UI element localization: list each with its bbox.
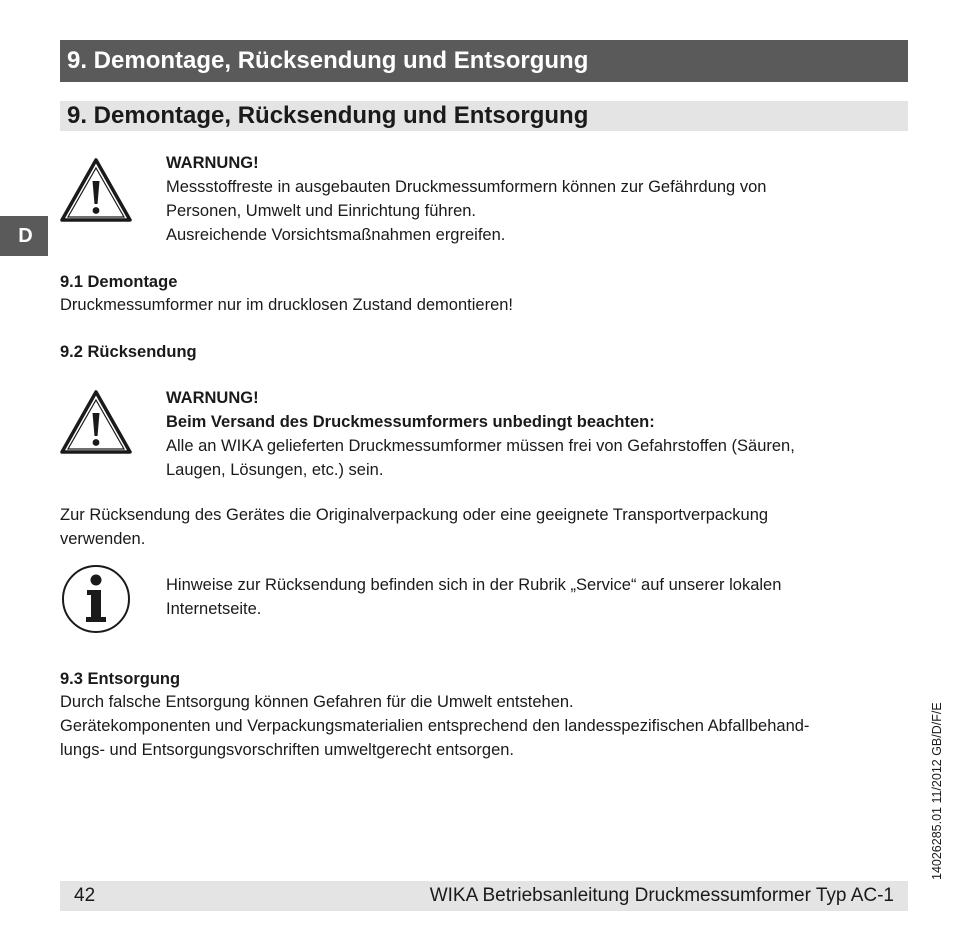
paragraph-line: Druckmessumformer nur im drucklosen Zustand demontieren! (60, 296, 514, 314)
paragraph-line: verwenden. (60, 530, 146, 548)
chapter-header-light: 9. Demontage, Rücksendung und Entsorgung (60, 101, 908, 131)
warning-triangle-icon (60, 157, 132, 223)
info-block (166, 573, 781, 621)
paragraph-line: Durch falsche Entsorgung können Gefahren für die Umwelt entstehen. (60, 693, 574, 711)
warning-heading: WARNUNG! (166, 154, 259, 172)
warning-block-2 (166, 386, 795, 482)
language-tab: D (0, 216, 48, 256)
info-text-line: Hinweise zur Rücksendung befinden sich in der Rubrik „Service“ auf unserer lokalen (166, 576, 782, 594)
document-title: WIKA Betriebsanleitung Druckmessumformer Typ AC-1 (429, 885, 894, 906)
warning-text-line: Ausreichende Vorsichtsmaßnahmen ergreifen. (166, 226, 506, 244)
section-text-9-1 (60, 293, 513, 317)
paragraph-line: Zur Rücksendung des Gerätes die Originalverpackung oder eine geeignete Transportverpackung (60, 506, 769, 524)
info-circle-icon (60, 563, 132, 635)
warning-subheading: Beim Versand des Druckmessumformers unbedingt beachten: (166, 413, 655, 431)
warning-heading: WARNUNG! (166, 389, 259, 407)
document-code: 14026285.01 11/2012 GB/D/F/E (930, 702, 944, 880)
warning-text-line: Personen, Umwelt und Einrichtung führen. (166, 202, 477, 220)
page-number: 42 (74, 885, 96, 906)
info-text-line: Internetseite. (166, 600, 262, 618)
paragraph-line: Gerätekomponenten und Verpackungsmaterialien entsprechend den landesspezifischen Abfallbehand- (60, 717, 810, 735)
paragraph-line: lungs- und Entsorgungsvorschriften umweltgerecht entsorgen. (60, 741, 514, 759)
section-heading-9-1: 9.1 Demontage (60, 273, 178, 291)
section-heading-9-2: 9.2 Rücksendung (60, 343, 197, 361)
chapter-header-dark: 9. Demontage, Rücksendung und Entsorgung (60, 40, 908, 82)
section-heading-9-3: 9.3 Entsorgung (60, 670, 181, 688)
warning-text-line: Laugen, Lösungen, etc.) sein. (166, 461, 384, 479)
warning-triangle-icon (60, 389, 132, 455)
page-footer (60, 881, 908, 911)
warning-text-line: Messstoffreste in ausgebauten Druckmessumformern können zur Gefährdung von (166, 178, 767, 196)
section-text-9-2 (60, 503, 768, 551)
section-text-9-3 (60, 690, 809, 762)
warning-block-1 (166, 151, 766, 247)
warning-text-line: Alle an WIKA gelieferten Druckmessumformer müssen frei von Gefahrstoffen (Säuren, (166, 437, 795, 455)
